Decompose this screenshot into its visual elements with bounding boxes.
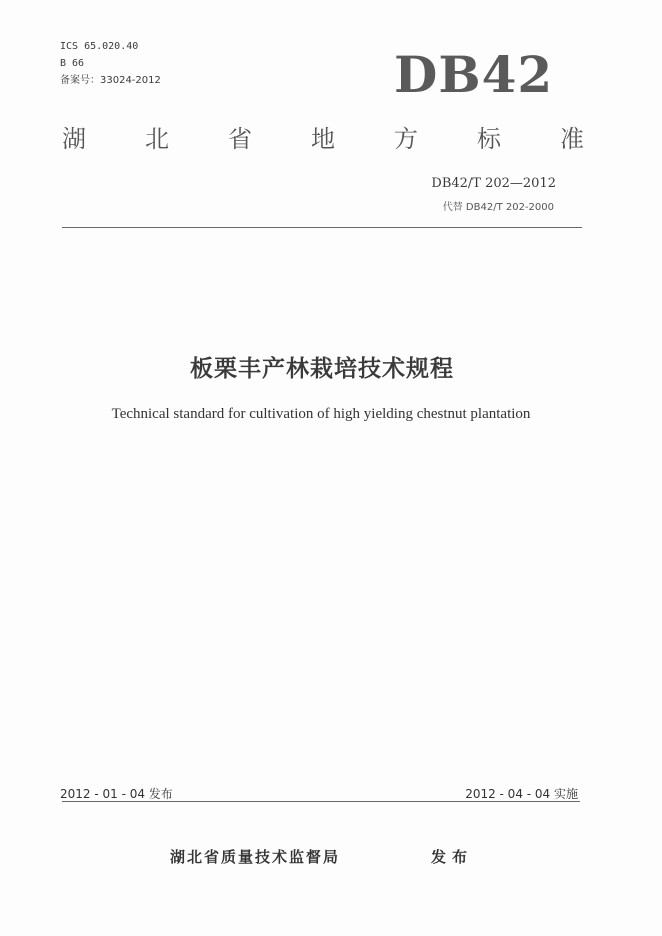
replaces-standard: 代替 DB42/T 202-2000 [442, 202, 554, 213]
standard-type-char: 北 [145, 124, 169, 153]
publish-label: 发布 [431, 848, 474, 866]
standard-type-char: 方 [394, 124, 418, 153]
standard-type-char: 地 [311, 124, 335, 153]
standard-type-heading [62, 118, 584, 154]
standard-type-char: 省 [228, 124, 252, 153]
ics-code: ICS 65.020.40 [60, 41, 139, 52]
db42-logo: DB42 [394, 45, 554, 104]
top-divider [62, 227, 582, 228]
bottom-divider [62, 801, 580, 802]
title-english: Technical standard for cultivation of high yielding chestnut plantation [111, 406, 531, 422]
publisher-name: 湖北省质量技术监督局 [170, 848, 341, 866]
filing-number: 备案号：33024-2012 [60, 75, 161, 86]
ccs-code: B 66 [60, 58, 85, 69]
issue-date: 2012 - 01 - 04 发布 [60, 787, 173, 801]
standard-type-char: 准 [560, 124, 584, 153]
implementation-date: 2012 - 04 - 04 实施 [465, 787, 578, 801]
standard-type-char: 湖 [62, 124, 86, 153]
standard-type-char: 标 [477, 124, 501, 153]
standard-number: DB42/T 202—2012 [431, 176, 556, 191]
title-chinese: 板栗丰产林栽培技术规程 [190, 356, 454, 382]
